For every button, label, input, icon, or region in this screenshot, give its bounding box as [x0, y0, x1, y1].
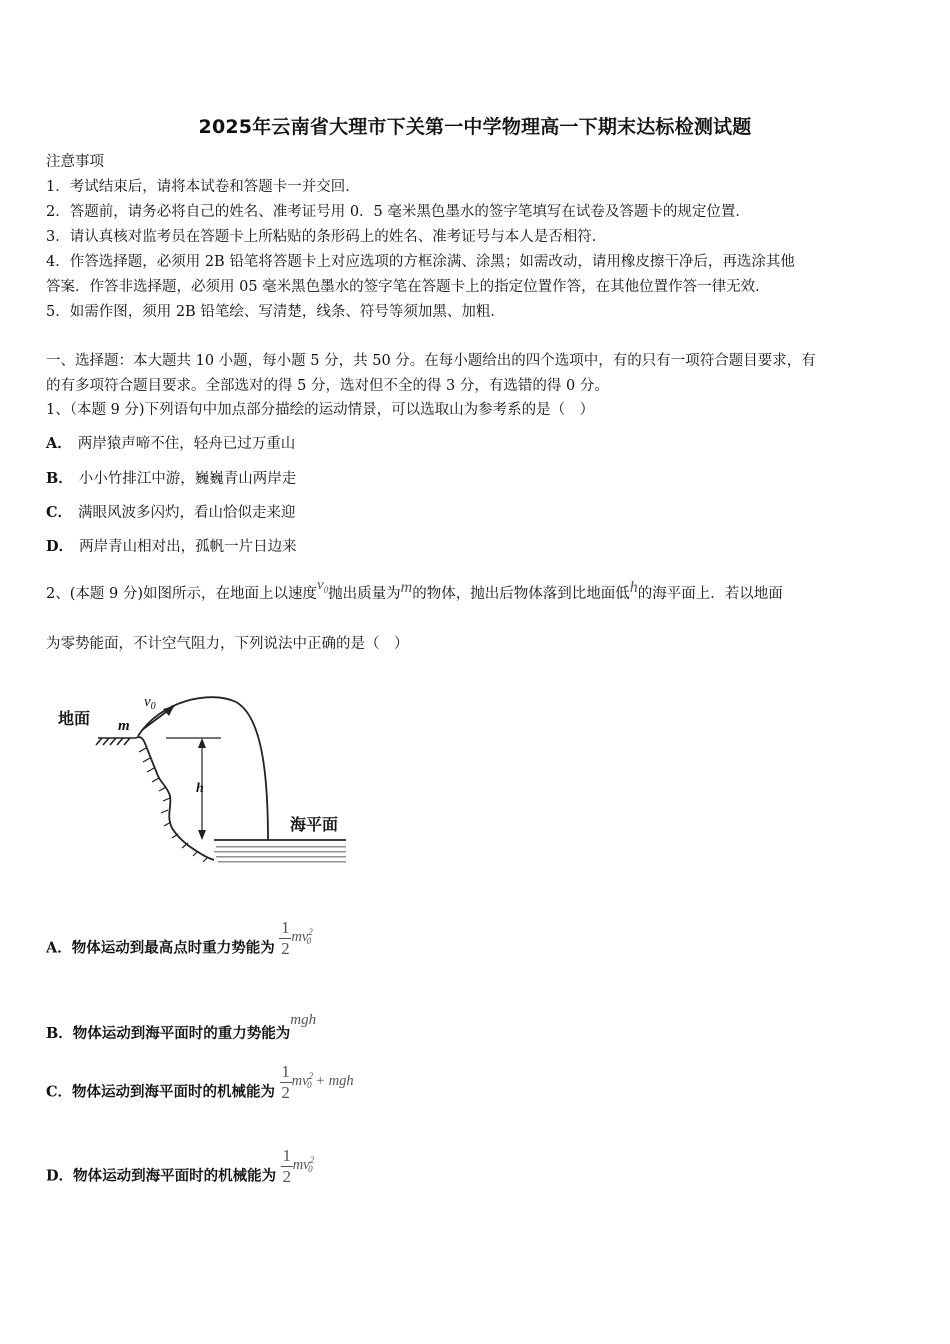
q2-h-symbol: h [629, 579, 638, 596]
q1-option-d[interactable] [46, 537, 297, 557]
sea-label: 海平面 [290, 815, 339, 834]
q1-option-b-text: 小小竹排江中游，巍巍青山两岸走 [78, 471, 297, 487]
cliff-hatch [139, 748, 208, 862]
projectile-figure [46, 680, 366, 900]
q1-option-a-label: A． [46, 435, 72, 452]
q2-option-c-fraction: $\frac{1}{2}$ [281, 1062, 290, 1102]
q2-option-a-formula: $mv^2_0$ [291, 926, 313, 947]
q2-v0-symbol: $v_0$ [316, 577, 329, 595]
notice-heading: 注意事项 [46, 154, 104, 170]
q1-option-c[interactable] [46, 503, 296, 523]
notice-item-4-cont: 答案．作答非选择题，必须用 05 毫米黑色墨水的签字笔在答题卡上的指定位置作答，在其他位置作答一律无效． [46, 279, 770, 295]
height-arrow-up [198, 738, 206, 748]
notice-item-2: 2．答题前，请务必将自己的姓名、准考证号用 0．5 毫米黑色墨水的签字笔填写在试卷及答题卡的规定位置． [46, 204, 750, 220]
q2-option-d-fraction: $\frac{1}{2}$ [282, 1146, 291, 1186]
q2-m-symbol: m [400, 579, 413, 596]
q1-option-d-text: 两岸青山相对出，孤帆一片日边来 [79, 539, 297, 555]
q1-option-c-text: 满眼风波多闪灼，看山恰似走来迎 [78, 505, 296, 521]
q2-option-c[interactable] [46, 1062, 354, 1113]
q2-option-a-label: A． [46, 939, 72, 957]
q2-stem-part-d: 的海平面上．若以地面 [637, 586, 783, 602]
ground-surface [96, 738, 136, 745]
q2-option-d-text: 物体运动到海平面时的机械能为 [73, 1167, 277, 1185]
sea-water-dots [214, 846, 346, 863]
q2-option-d-formula: $mv^2_0$ [292, 1154, 315, 1175]
height-arrow-down [198, 830, 206, 840]
q1-option-a[interactable] [46, 434, 295, 454]
q1-stem: 1、（本题 9 分)下列语句中加点部分描绘的运动情景，可以选取山为参考系的是（ ） [46, 402, 595, 418]
q2-option-b-label: B． [46, 1025, 73, 1042]
height-label: h [196, 781, 204, 796]
notice-item-3: 3．请认真核对监考员在答题卡上所粘贴的条形码上的姓名、准考证号与本人是否相符． [46, 229, 607, 245]
q2-option-b-formula: mgh [290, 1012, 317, 1028]
q2-option-c-formula: $mv^2_0$ + mgh [291, 1070, 354, 1091]
page-title: 2025年云南省大理市下关第一中学物理高一下期末达标检测试题 [198, 116, 752, 138]
q2-stem-line2: 为零势能面，不计空气阻力，下列说法中正确的是（ ） [46, 636, 409, 652]
notice-item-1: 1．考试结束后，请将本试卷和答题卡一并交回． [46, 179, 360, 195]
q2-option-c-text: 物体运动到海平面时的机械能为 [72, 1083, 276, 1101]
section-heading-line1: 一、选择题：本大题共 10 小题，每小题 5 分，共 50 分。在每小题给出的四个选项中，有的只有一项符合题目要求，有 [46, 353, 816, 369]
notice-item-4: 4．作答选择题，必须用 2B 铅笔将答题卡上对应选项的方框涂满、涂黑；如需改动，请用橡皮擦干净后，再选涂其他 [46, 254, 795, 270]
q1-option-a-text: 两岸猿声啼不住，轻舟已过万重山 [77, 436, 296, 452]
q2-stem [46, 577, 783, 609]
q2-option-a[interactable] [46, 918, 313, 969]
velocity-label: $v_0$ [144, 694, 156, 712]
q2-option-a-text: 物体运动到最高点时重力势能为 [71, 939, 275, 957]
q1-option-b-label: B． [46, 470, 73, 487]
q2-stem-part-c: 的物体，抛出后物体落到比地面低 [412, 586, 630, 602]
notice-item-5: 5．如需作图，须用 2B 铅笔绘、写清楚，线条、符号等须加黑、加粗． [46, 304, 505, 320]
q2-option-d[interactable] [46, 1146, 315, 1197]
ground-label: 地面 [58, 709, 91, 728]
q1-option-c-label: C． [46, 504, 73, 521]
q2-stem-part-b: 抛出质量为 [328, 586, 401, 602]
q2-option-b[interactable] [46, 1010, 317, 1042]
q1-option-d-label: D． [46, 538, 74, 555]
q1-option-b[interactable] [46, 469, 296, 489]
q2-option-a-fraction: $\frac{1}{2}$ [281, 918, 290, 958]
mass-label: m [118, 718, 130, 734]
q2-option-b-text: 物体运动到海平面时的重力势能为 [72, 1025, 291, 1042]
q2-option-c-label: C． [46, 1083, 73, 1101]
section-heading-line2: 的有多项符合题目要求。全部选对的得 5 分，选对但不全的得 3 分，有选错的得 0 分。 [46, 378, 609, 394]
q2-option-d-label: D． [46, 1167, 74, 1185]
q2-stem-part-a: 2、(本题 9 分)如图所示，在地面上以速度 [46, 586, 317, 602]
